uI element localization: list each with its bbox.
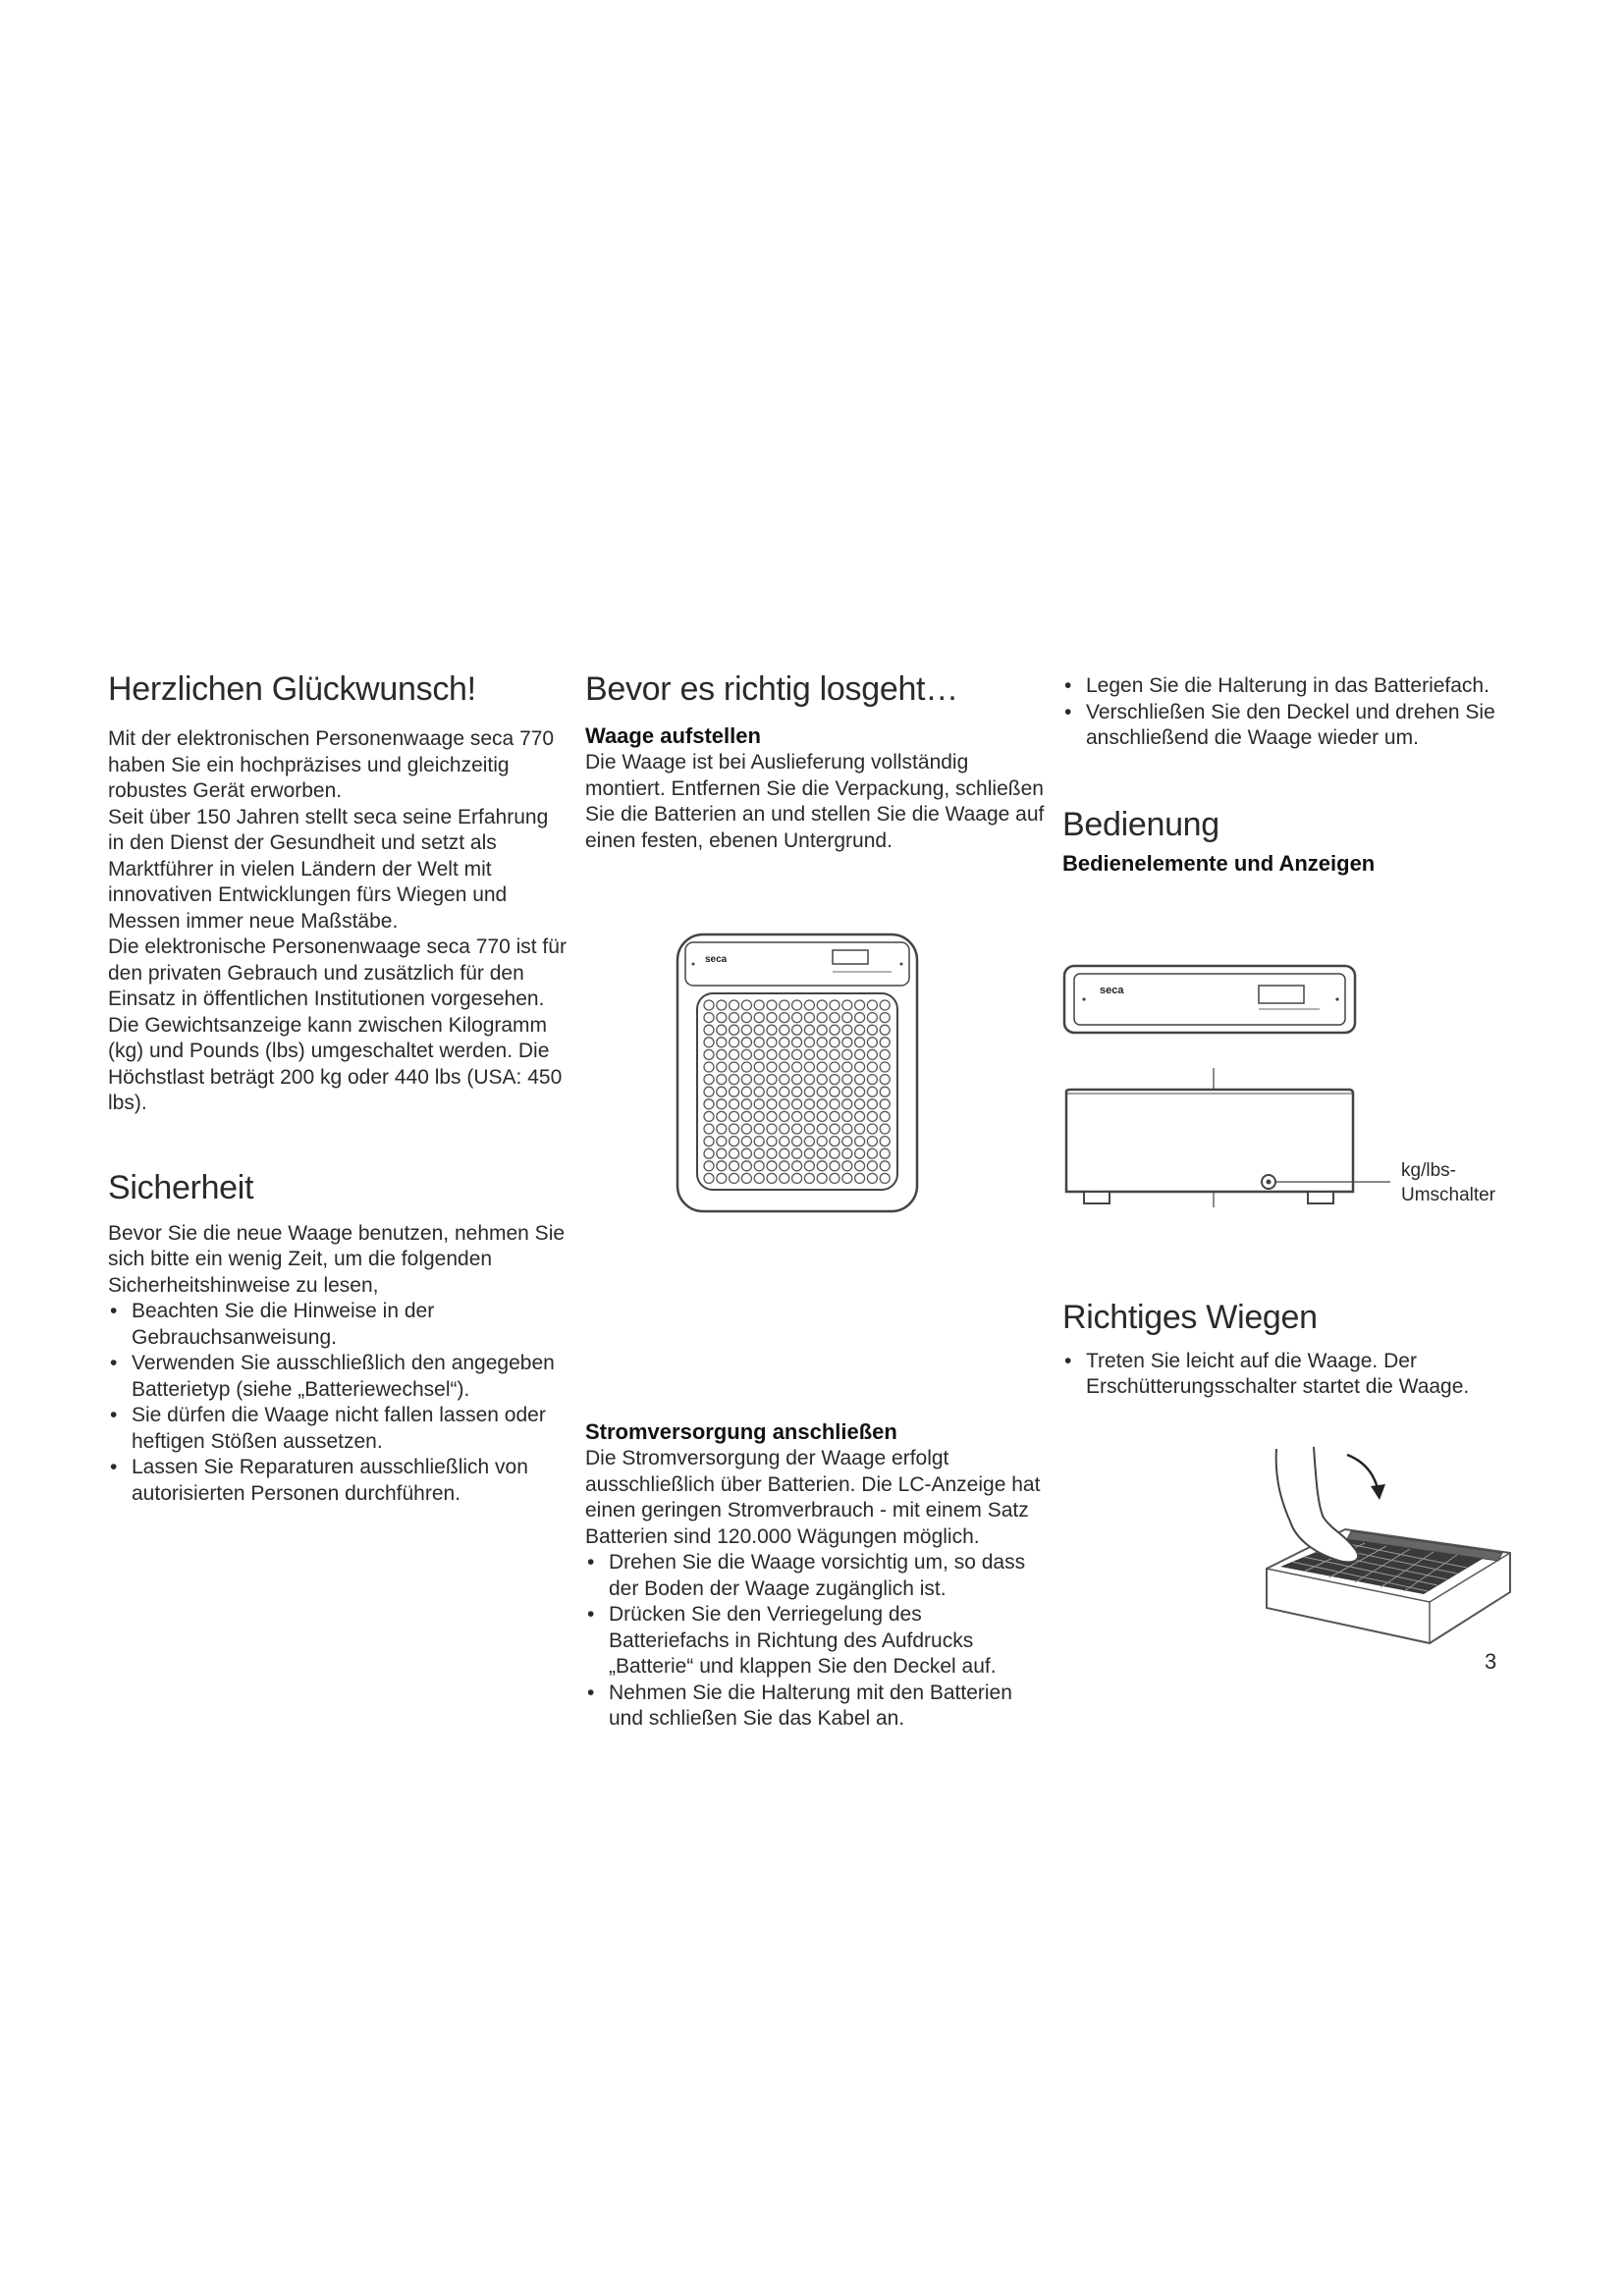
platform-dot <box>730 1124 739 1134</box>
platform-dot <box>855 1111 865 1121</box>
platform-dot <box>867 1124 877 1134</box>
platform-dot <box>767 1062 777 1072</box>
platform-dot <box>817 1025 827 1035</box>
congrats-paragraph: Mit der elektronischen Personenwaage seca 770 haben Sie ein hochpräzises und gleichzeitig robustes Gerät erworben. <box>108 727 555 802</box>
platform-dot <box>754 1013 764 1023</box>
platform-dot <box>855 1038 865 1047</box>
power-heading: Stromversorgung anschließen <box>585 1419 897 1444</box>
platform-dot <box>754 1049 764 1059</box>
platform-dot <box>767 1087 777 1096</box>
platform-dot <box>804 1062 814 1072</box>
platform-dot <box>830 1038 839 1047</box>
platform-dot <box>717 1173 727 1183</box>
platform-dot <box>754 1038 764 1047</box>
operation-subheading: Bedienelemente und Anzeigen <box>1062 850 1376 876</box>
platform-dot <box>780 1161 789 1171</box>
platform-dot <box>754 1161 764 1171</box>
platform-dot <box>867 1000 877 1010</box>
platform-dot <box>817 1099 827 1109</box>
brand-logo: seca <box>1100 985 1124 996</box>
platform-dot <box>842 1062 852 1072</box>
platform-dot <box>767 1025 777 1035</box>
platform-dot <box>767 1049 777 1059</box>
platform-dot <box>767 1000 777 1010</box>
congrats-paragraph: Die Gewichtsanzeige kann zwischen Kilogramm (kg) und Pounds (lbs) umgeschaltet werden. Die Höchstlast beträgt 200 kg oder 440 lbs (USA: 450 lbs). <box>108 1013 563 1114</box>
platform-dot <box>792 1111 802 1121</box>
platform-dot <box>880 1111 890 1121</box>
before-title: Bevor es richtig losgeht… <box>585 670 958 708</box>
platform-dot <box>804 1137 814 1147</box>
platform-dot <box>717 1075 727 1085</box>
platform-dot <box>855 1013 865 1023</box>
platform-dot <box>717 1000 727 1010</box>
platform-dot <box>817 1000 827 1010</box>
callout-line: kg/lbs- <box>1401 1160 1456 1181</box>
platform-dot <box>867 1148 877 1158</box>
power-item: • Drücken Sie den Verriegelung des Batteriefachs in Richtung des Aufdrucks „Batterie“ und klappen Sie den Deckel auf. <box>585 1602 1047 1681</box>
platform-dot <box>817 1137 827 1147</box>
platform-dot <box>741 1000 751 1010</box>
platform-dot <box>717 1038 727 1047</box>
platform-dot <box>855 1161 865 1171</box>
platform-dot <box>842 1161 852 1171</box>
platform-dot <box>717 1049 727 1059</box>
platform-dot <box>741 1111 751 1121</box>
platform-dot <box>780 1111 789 1121</box>
platform-dot <box>867 1075 877 1085</box>
platform-dot <box>780 1062 789 1072</box>
platform-dot <box>730 1075 739 1085</box>
power-item: • Drehen Sie die Waage vorsichtig um, so dass der Boden der Waage zugänglich ist. <box>585 1550 1047 1602</box>
platform-dot <box>767 1099 777 1109</box>
platform-dot <box>704 1013 714 1023</box>
platform-dot <box>817 1087 827 1096</box>
platform-dot <box>867 1137 877 1147</box>
platform-dot <box>830 1000 839 1010</box>
platform-dot <box>855 1087 865 1096</box>
platform-dot <box>792 1148 802 1158</box>
platform-dot <box>767 1111 777 1121</box>
platform-dot-grid <box>704 1000 890 1183</box>
callout-line: Umschalter <box>1401 1185 1496 1205</box>
platform-dot <box>804 1000 814 1010</box>
platform-dot <box>792 1099 802 1109</box>
platform-dot <box>830 1148 839 1158</box>
platform-dot <box>830 1087 839 1096</box>
platform-dot <box>817 1173 827 1183</box>
platform-dot <box>730 1137 739 1147</box>
platform-dot <box>741 1099 751 1109</box>
platform-dot <box>792 1173 802 1183</box>
platform-dot <box>780 1013 789 1023</box>
platform-dot <box>880 1038 890 1047</box>
platform-dot <box>741 1025 751 1035</box>
platform-dot <box>792 1038 802 1047</box>
platform-dot <box>717 1099 727 1109</box>
platform-dot <box>730 1025 739 1035</box>
platform-dot <box>741 1173 751 1183</box>
platform-dot <box>842 1025 852 1035</box>
platform-dot <box>867 1013 877 1023</box>
platform-dot <box>804 1148 814 1158</box>
platform-dot <box>855 1075 865 1085</box>
foot-stepping-illustration <box>1257 1433 1522 1649</box>
scale-top-view-illustration <box>676 933 919 1213</box>
platform-dot <box>842 1038 852 1047</box>
platform-dot <box>867 1049 877 1059</box>
platform-dot <box>741 1137 751 1147</box>
safety-title: Sicherheit <box>108 1168 254 1206</box>
platform-dot <box>880 1062 890 1072</box>
platform-dot <box>741 1013 751 1023</box>
platform-dot <box>754 1124 764 1134</box>
platform-dot <box>817 1161 827 1171</box>
continued-item: • Legen Sie die Halterung in das Batteriefach. <box>1062 673 1524 700</box>
platform-dot <box>855 1025 865 1035</box>
platform-dot <box>754 1087 764 1096</box>
platform-dot <box>842 1111 852 1121</box>
platform-dot <box>842 1049 852 1059</box>
platform-dot <box>780 1049 789 1059</box>
platform-dot <box>730 1111 739 1121</box>
platform-dot <box>830 1124 839 1134</box>
platform-dot <box>804 1087 814 1096</box>
platform-dot <box>830 1013 839 1023</box>
platform-dot <box>730 1087 739 1096</box>
platform-dot <box>730 1173 739 1183</box>
platform-dot <box>830 1049 839 1059</box>
platform-dot <box>804 1025 814 1035</box>
platform-dot <box>880 1000 890 1010</box>
platform-dot <box>754 1099 764 1109</box>
power-text: Die Stromversorgung der Waage erfolgt ausschließlich über Batterien. Die LC-Anzeige hat einen geringen Stromverbrauch - mit einem Satz Batterien sind 120.000 Wägungen möglich. <box>585 1447 1041 1548</box>
platform-dot <box>717 1025 727 1035</box>
platform-dot <box>880 1075 890 1085</box>
platform-dot <box>830 1099 839 1109</box>
platform-dot <box>704 1148 714 1158</box>
platform-dot <box>754 1062 764 1072</box>
platform-dot <box>730 1161 739 1171</box>
platform-dot <box>741 1161 751 1171</box>
platform-dot <box>780 1038 789 1047</box>
platform-dot <box>754 1025 764 1035</box>
platform-dot <box>855 1062 865 1072</box>
switch-callout-label <box>1401 1158 1495 1207</box>
platform-dot <box>741 1087 751 1096</box>
platform-dot <box>730 1099 739 1109</box>
platform-dot <box>730 1062 739 1072</box>
column-left <box>108 667 569 1507</box>
power-item: • Nehmen Sie die Halterung mit den Batterien und schließen Sie das Kabel an. <box>585 1681 1047 1733</box>
platform-dot <box>842 1173 852 1183</box>
platform-dot <box>717 1137 727 1147</box>
platform-dot <box>842 1013 852 1023</box>
platform-dot <box>830 1062 839 1072</box>
weighing-item: • Treten Sie leicht auf die Waage. Der Erschütterungsschalter startet die Waage. <box>1062 1349 1524 1401</box>
platform-dot <box>754 1111 764 1121</box>
platform-dot <box>817 1013 827 1023</box>
congrats-paragraph: Die elektronische Personenwaage seca 770 ist für den privaten Gebrauch und zusätzlich für den Einsatz in öffentlichen Institutionen vorgesehen. <box>108 935 567 1010</box>
platform-dot <box>717 1087 727 1096</box>
platform-dot <box>717 1124 727 1134</box>
platform-dot <box>880 1049 890 1059</box>
platform-dot <box>792 1137 802 1147</box>
platform-dot <box>754 1148 764 1158</box>
platform-dot <box>817 1075 827 1085</box>
platform-dot <box>741 1075 751 1085</box>
platform-dot <box>804 1038 814 1047</box>
platform-dot <box>804 1099 814 1109</box>
platform-dot <box>792 1161 802 1171</box>
platform-dot <box>741 1148 751 1158</box>
platform-dot <box>767 1137 777 1147</box>
platform-dot <box>804 1124 814 1134</box>
platform-dot <box>704 1075 714 1085</box>
weighing-title: Richtiges Wiegen <box>1062 1298 1318 1336</box>
platform-dot <box>880 1124 890 1134</box>
platform-dot <box>867 1173 877 1183</box>
safety-item: • Verwenden Sie ausschließlich den angegeben Batterietyp (siehe „Batteriewechsel“). <box>108 1351 569 1403</box>
platform-dot <box>754 1075 764 1085</box>
platform-dot <box>842 1099 852 1109</box>
platform-dot <box>704 1161 714 1171</box>
continued-item: • Verschließen Sie den Deckel und drehen Sie anschließend die Waage wieder um. <box>1062 700 1524 752</box>
platform-dot <box>704 1049 714 1059</box>
congrats-title: Herzlichen Glückwunsch! <box>108 670 476 708</box>
platform-dot <box>704 1111 714 1121</box>
platform-dot <box>867 1087 877 1096</box>
platform-dot <box>817 1148 827 1158</box>
platform-dot <box>855 1099 865 1109</box>
control-panel-illustration <box>1062 964 1396 1219</box>
platform-dot <box>880 1148 890 1158</box>
platform-dot <box>730 1013 739 1023</box>
platform-dot <box>741 1062 751 1072</box>
platform-dot <box>767 1038 777 1047</box>
platform-dot <box>717 1111 727 1121</box>
platform-dot <box>855 1173 865 1183</box>
weighing-list <box>1062 1349 1524 1401</box>
platform-dot <box>792 1124 802 1134</box>
platform-dot <box>792 1087 802 1096</box>
platform-dot <box>792 1062 802 1072</box>
platform-dot <box>717 1161 727 1171</box>
setup-text: Die Waage ist bei Auslieferung vollständig montiert. Entfernen Sie die Verpackung, schließen Sie die Batterien an und stellen Sie die Waage auf einen festen, ebenen Untergrund. <box>585 751 1045 852</box>
platform-dot <box>830 1111 839 1121</box>
platform-dot <box>717 1062 727 1072</box>
platform-dot <box>730 1049 739 1059</box>
page-number: 3 <box>1485 1649 1497 1674</box>
platform-dot <box>717 1013 727 1023</box>
platform-dot <box>880 1161 890 1171</box>
platform-dot <box>767 1148 777 1158</box>
platform-dot <box>842 1000 852 1010</box>
platform-dot <box>767 1124 777 1134</box>
platform-dot <box>880 1087 890 1096</box>
platform-dot <box>704 1000 714 1010</box>
platform-dot <box>780 1087 789 1096</box>
platform-dot <box>842 1087 852 1096</box>
safety-item: • Lassen Sie Reparaturen ausschließlich von autorisierten Personen durchführen. <box>108 1455 569 1507</box>
platform-dot <box>730 1000 739 1010</box>
platform-dot <box>855 1049 865 1059</box>
platform-dot <box>792 1013 802 1023</box>
setup-heading: Waage aufstellen <box>585 723 761 748</box>
safety-item: • Beachten Sie die Hinweise in der Gebrauchsanweisung. <box>108 1299 569 1351</box>
platform-dot <box>880 1013 890 1023</box>
platform-dot <box>830 1075 839 1085</box>
platform-dot <box>842 1148 852 1158</box>
platform-dot <box>830 1161 839 1171</box>
platform-dot <box>780 1099 789 1109</box>
platform-dot <box>817 1124 827 1134</box>
platform-dot <box>817 1038 827 1047</box>
brand-logo: seca <box>705 954 728 965</box>
platform-dot <box>804 1173 814 1183</box>
platform-dot <box>804 1161 814 1171</box>
platform-dot <box>767 1173 777 1183</box>
platform-dot <box>880 1025 890 1035</box>
platform-dot <box>842 1137 852 1147</box>
platform-dot <box>741 1038 751 1047</box>
platform-dot <box>780 1000 789 1010</box>
platform-dot <box>855 1000 865 1010</box>
platform-dot <box>767 1161 777 1171</box>
platform-dot <box>817 1111 827 1121</box>
platform-dot <box>830 1173 839 1183</box>
platform-dot <box>842 1124 852 1134</box>
platform-dot <box>792 1000 802 1010</box>
platform-dot <box>867 1038 877 1047</box>
platform-dot <box>867 1161 877 1171</box>
platform-dot <box>780 1173 789 1183</box>
safety-intro: Bevor Sie die neue Waage benutzen, nehmen Sie sich bitte ein wenig Zeit, um die folgenden Sicherheitshinweise zu lesen, <box>108 1221 566 1297</box>
platform-dot <box>754 1173 764 1183</box>
platform-dot <box>804 1075 814 1085</box>
platform-dot <box>754 1137 764 1147</box>
operation-title: Bedienung <box>1062 805 1219 843</box>
platform-dot <box>830 1137 839 1147</box>
platform-dot <box>842 1075 852 1085</box>
platform-dot <box>792 1049 802 1059</box>
platform-dot <box>855 1148 865 1158</box>
platform-dot <box>867 1062 877 1072</box>
platform-dot <box>830 1025 839 1035</box>
power-list <box>585 1550 1047 1733</box>
platform-dot <box>792 1075 802 1085</box>
platform-dot <box>767 1075 777 1085</box>
platform-dot <box>704 1137 714 1147</box>
platform-dot <box>780 1148 789 1158</box>
platform-dot <box>880 1137 890 1147</box>
platform-dot <box>855 1137 865 1147</box>
platform-dot <box>855 1124 865 1134</box>
platform-dot <box>804 1013 814 1023</box>
platform-dot <box>792 1025 802 1035</box>
platform-dot <box>717 1148 727 1158</box>
safety-item: • Sie dürfen die Waage nicht fallen lassen oder heftigen Stößen aussetzen. <box>108 1403 569 1455</box>
platform-dot <box>704 1124 714 1134</box>
platform-dot <box>804 1111 814 1121</box>
platform-dot <box>741 1049 751 1059</box>
congrats-paragraph: Seit über 150 Jahren stellt seca seine Erfahrung in den Dienst der Gesundheit und setzt als Marktführer in vielen Ländern der Welt mit innovativen Entwicklungen fürs Wiegen und Messen immer neue Maßstäbe. <box>108 805 549 933</box>
platform-dot <box>880 1173 890 1183</box>
platform-dot <box>767 1013 777 1023</box>
platform-dot <box>817 1049 827 1059</box>
platform-dot <box>730 1038 739 1047</box>
platform-dot <box>704 1062 714 1072</box>
platform-dot <box>704 1025 714 1035</box>
platform-dot <box>817 1062 827 1072</box>
platform-dot <box>780 1124 789 1134</box>
continued-list <box>1062 673 1524 752</box>
platform-dot <box>730 1148 739 1158</box>
safety-list <box>108 1299 569 1507</box>
platform-dot <box>704 1173 714 1183</box>
platform-dot <box>704 1087 714 1096</box>
platform-dot <box>704 1099 714 1109</box>
platform-dot <box>780 1025 789 1035</box>
platform-dot <box>780 1137 789 1147</box>
platform-dot <box>867 1099 877 1109</box>
platform-dot <box>780 1075 789 1085</box>
platform-dot <box>880 1099 890 1109</box>
platform-dot <box>867 1025 877 1035</box>
platform-dot <box>754 1000 764 1010</box>
platform-dot <box>867 1111 877 1121</box>
platform-dot <box>704 1038 714 1047</box>
platform-dot <box>804 1049 814 1059</box>
platform-dot <box>741 1124 751 1134</box>
